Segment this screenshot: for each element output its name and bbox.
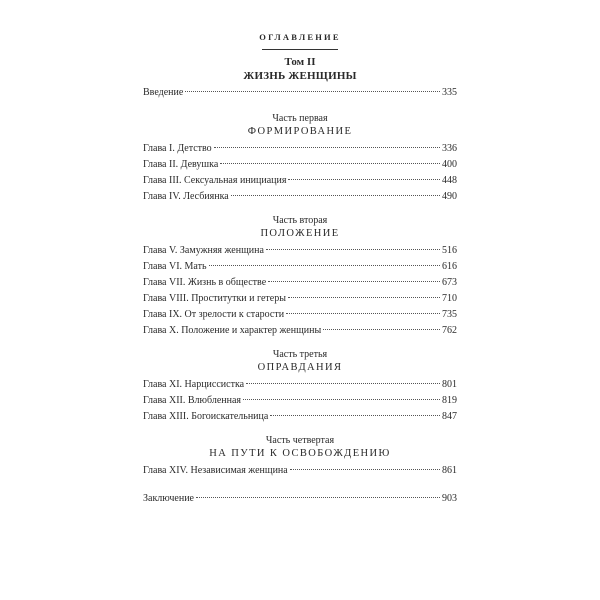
- toc-entry[interactable]: [143, 189, 457, 205]
- entry-page-number: 801: [442, 379, 457, 390]
- entry-page-number: 616: [442, 261, 457, 272]
- part-label: Часть первая: [272, 113, 328, 124]
- entry-label: Глава V. Замужняя женщина: [143, 245, 264, 256]
- part-label: Часть третья: [272, 349, 328, 360]
- entry-page-number: 490: [442, 191, 457, 202]
- dot-leader: [214, 147, 440, 148]
- volume-subtitle: ЖИЗНЬ ЖЕНЩИНЫ: [243, 70, 357, 82]
- toc-entry[interactable]: [143, 323, 457, 339]
- dot-leader: [290, 469, 440, 470]
- toc-entry-intro[interactable]: [143, 85, 457, 101]
- entry-label: Глава III. Сексуальная инициация: [143, 175, 287, 186]
- entry-label: Глава XIII. Богоискательница: [143, 411, 269, 422]
- toc-entry[interactable]: [143, 377, 457, 393]
- entry-label: Заключение: [143, 493, 194, 504]
- table-of-contents: [143, 56, 457, 507]
- entry-label: Глава IV. Лесбиянка: [143, 191, 229, 202]
- entry-label: Глава XIV. Независимая женщина: [143, 465, 288, 476]
- entry-label: Глава VI. Мать: [143, 261, 207, 272]
- dot-leader: [266, 249, 440, 250]
- toc-entry[interactable]: [143, 141, 457, 157]
- entry-page-number: 336: [442, 143, 457, 154]
- dot-leader: [246, 383, 440, 384]
- entry-page-number: 673: [442, 277, 457, 288]
- dot-leader: [196, 497, 440, 498]
- toc-entry[interactable]: [143, 259, 457, 275]
- part-title: ФОРМИРОВАНИЕ: [247, 126, 353, 137]
- entry-label: Глава XII. Влюбленная: [143, 395, 242, 406]
- toc-entry[interactable]: [143, 173, 457, 189]
- toc-entry[interactable]: [143, 409, 457, 425]
- entry-page-number: 861: [442, 465, 457, 476]
- toc-entry[interactable]: [143, 463, 457, 479]
- toc-entry[interactable]: [143, 243, 457, 259]
- dot-leader: [220, 163, 440, 164]
- dot-leader: [286, 313, 440, 314]
- entry-label: Глава VII. Жизнь в обществе: [143, 277, 267, 288]
- dot-leader: [243, 399, 440, 400]
- dot-leader: [270, 415, 440, 416]
- dot-leader: [288, 179, 440, 180]
- part-title: НА ПУТИ К ОСВОБОЖДЕНИЮ: [209, 448, 391, 459]
- toc-entry[interactable]: [143, 157, 457, 173]
- toc-entry[interactable]: [143, 393, 457, 409]
- part-label: Часть четвертая: [265, 435, 335, 446]
- entry-page-number: 903: [442, 493, 457, 504]
- entry-page-number: 847: [442, 411, 457, 422]
- entry-page-number: 400: [442, 159, 457, 170]
- entry-label: Глава VIII. Проститутки и гетеры: [143, 293, 286, 304]
- entry-page-number: 819: [442, 395, 457, 406]
- part-title: ПОЛОЖЕНИЕ: [260, 228, 340, 239]
- toc-entry[interactable]: [143, 291, 457, 307]
- entry-label: Глава II. Девушка: [143, 159, 219, 170]
- entry-label: Глава X. Положение и характер женщины: [143, 325, 322, 336]
- running-header: ОГЛАВЛЕНИЕ: [259, 32, 341, 42]
- entry-page-number: 335: [442, 87, 457, 98]
- toc-entry-conclusion[interactable]: [143, 491, 457, 507]
- entry-page-number: 516: [442, 245, 457, 256]
- toc-entry[interactable]: [143, 307, 457, 323]
- entry-label: Введение: [143, 87, 184, 98]
- part-title: ОПРАВДАНИЯ: [257, 362, 343, 373]
- volume-title: Том II: [284, 56, 316, 68]
- dot-leader: [323, 329, 440, 330]
- dot-leader: [231, 195, 440, 196]
- dot-leader: [185, 91, 440, 92]
- entry-label: Глава I. Детство: [143, 143, 212, 154]
- part-label: Часть вторая: [272, 215, 328, 226]
- entry-page-number: 735: [442, 309, 457, 320]
- entry-page-number: 762: [442, 325, 457, 336]
- entry-page-number: 710: [442, 293, 457, 304]
- entry-label: Глава XI. Нарциссистка: [143, 379, 245, 390]
- toc-entry[interactable]: [143, 275, 457, 291]
- entry-label: Глава IX. От зрелости к старости: [143, 309, 285, 320]
- dot-leader: [288, 297, 440, 298]
- header-rule: [262, 49, 338, 50]
- entry-page-number: 448: [442, 175, 457, 186]
- dot-leader: [209, 265, 440, 266]
- dot-leader: [268, 281, 440, 282]
